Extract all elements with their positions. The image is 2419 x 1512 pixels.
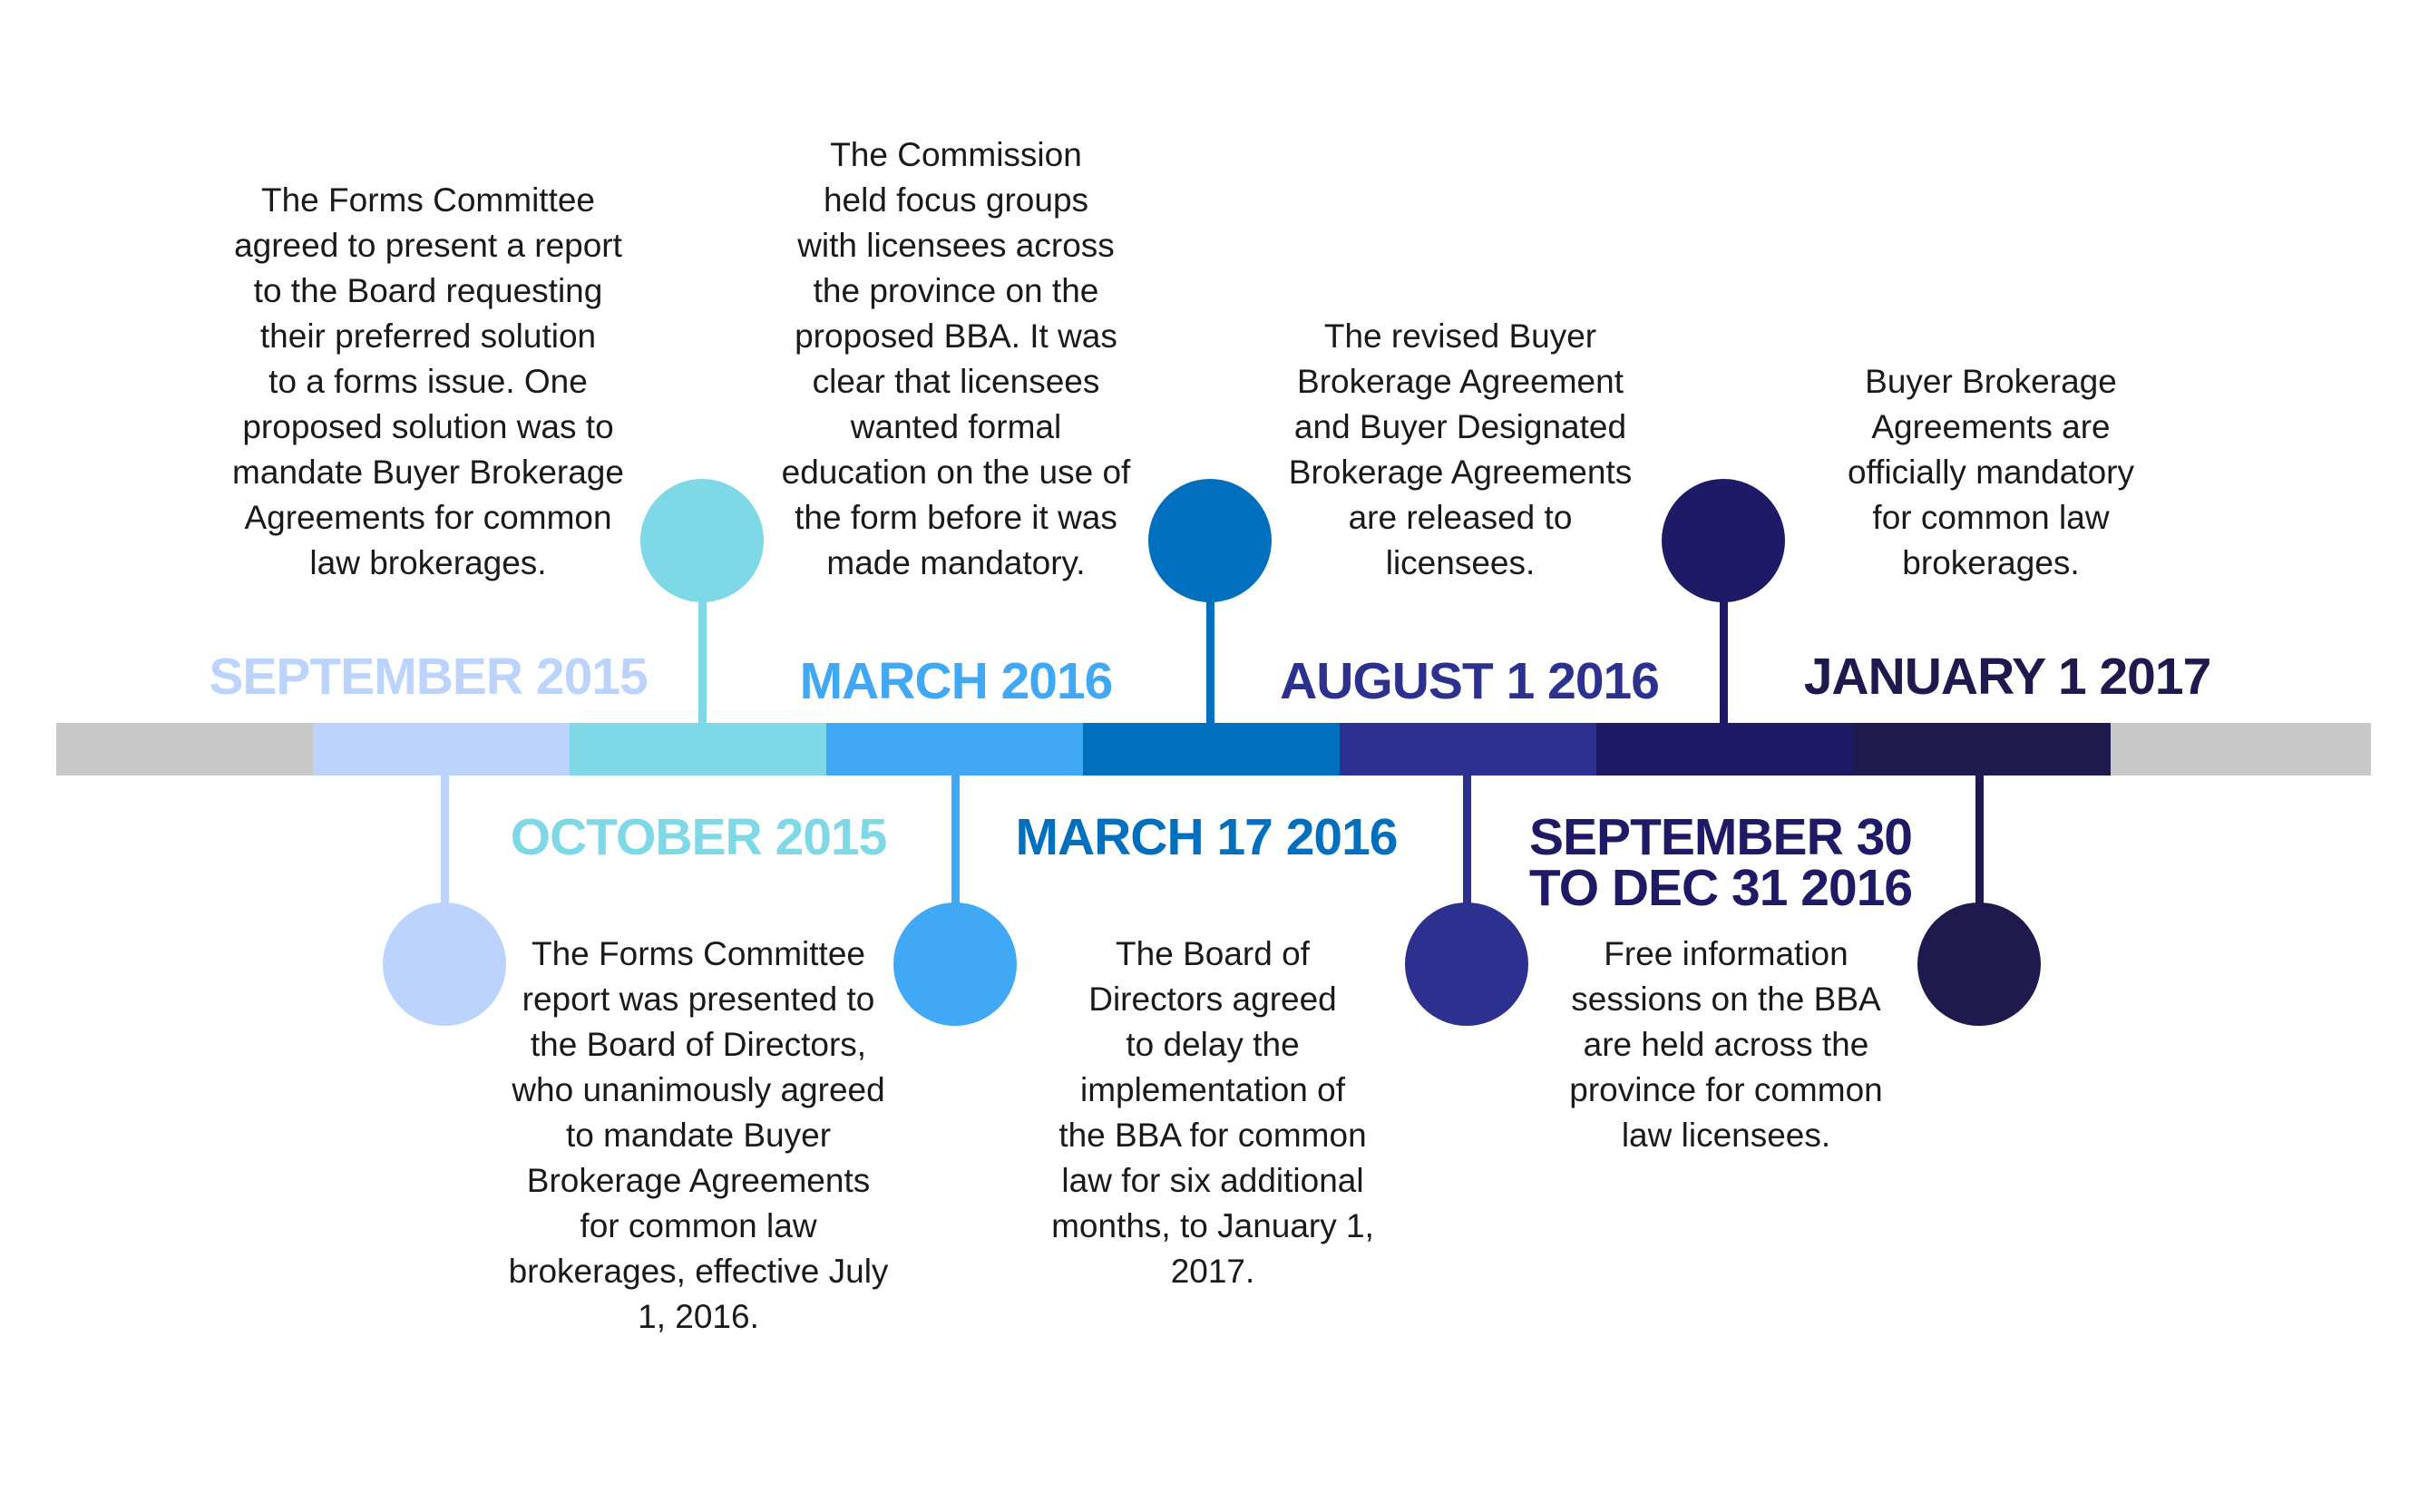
description-line: officially mandatory xyxy=(1847,454,2135,491)
description-line: Brokerage Agreements xyxy=(1288,454,1633,491)
description-line: the province on the xyxy=(813,272,1099,309)
description-line: for common law xyxy=(580,1207,817,1244)
description-line: province for common xyxy=(1569,1071,1883,1108)
milestone-description xyxy=(232,178,624,586)
description-line: Directors agreed xyxy=(1088,980,1337,1018)
description-line: the Board of Directors, xyxy=(530,1026,867,1063)
milestone-date: OCTOBER 2015 xyxy=(510,808,887,866)
milestone-description xyxy=(782,132,1131,586)
description-line: clear that licensees xyxy=(812,363,1100,400)
description-line: their preferred solution xyxy=(259,317,597,355)
description-line: implementation of xyxy=(1079,1071,1346,1108)
description-line: 1, 2016. xyxy=(638,1298,759,1335)
description-line: mandate Buyer Brokerage xyxy=(232,454,624,491)
description-line: agreed to present a report xyxy=(234,227,622,264)
milestone-date: AUGUST 1 2016 xyxy=(1280,652,1659,710)
description-line: Free information xyxy=(1604,935,1848,972)
milestone-connector xyxy=(1463,776,1471,907)
description-line: Brokerage Agreements xyxy=(526,1162,871,1199)
milestone-marker xyxy=(383,902,506,1026)
milestone-connector xyxy=(951,776,960,907)
milestone-description xyxy=(1569,932,1882,1158)
description-line: law for six additional xyxy=(1061,1162,1364,1199)
milestone-description xyxy=(1848,359,2134,586)
milestone-description xyxy=(1289,314,1632,586)
description-line: law licensees. xyxy=(1621,1117,1831,1154)
milestone-connector xyxy=(1975,776,1984,907)
milestone-connector xyxy=(698,599,707,723)
description-line: report was presented to xyxy=(522,980,875,1018)
description-line: 2017. xyxy=(1170,1253,1255,1290)
description-line: law brokerages. xyxy=(309,544,547,581)
description-line: licensees. xyxy=(1385,544,1536,581)
milestone-description xyxy=(1051,932,1374,1294)
description-line: education on the use of xyxy=(781,454,1131,491)
description-line: Agreements are xyxy=(1871,408,2111,445)
milestone-date: JANUARY 1 2017 xyxy=(1803,648,2211,706)
description-line: wanted formal xyxy=(850,408,1062,445)
milestone-date: MARCH 2016 xyxy=(799,652,1113,710)
milestone-connector xyxy=(1720,599,1728,723)
description-line: proposed solution was to xyxy=(242,408,614,445)
description-line: The Commission xyxy=(830,136,1082,173)
description-line: Agreements for common xyxy=(244,499,612,536)
description-line: to delay the xyxy=(1126,1026,1300,1063)
milestone-date: MARCH 17 2016 xyxy=(1015,808,1398,866)
milestone-connector xyxy=(441,776,449,907)
description-line: The revised Buyer xyxy=(1323,317,1597,355)
timeline-segment xyxy=(313,723,571,776)
description-line: for common law xyxy=(1872,499,2110,536)
description-line: proposed BBA. It was xyxy=(795,317,1117,355)
description-line: brokerages. xyxy=(1902,544,2080,581)
milestone-description xyxy=(509,932,889,1340)
milestone-marker xyxy=(1662,479,1785,602)
description-line: sessions on the BBA xyxy=(1571,980,1881,1018)
timeline-segment xyxy=(570,723,827,776)
milestone-marker xyxy=(893,902,1017,1026)
description-line: months, to January 1, xyxy=(1051,1207,1374,1244)
milestone-date: SEPTEMBER 2015 xyxy=(209,648,648,706)
description-line: The Forms Committee xyxy=(531,935,865,972)
timeline-segment xyxy=(1340,723,1597,776)
timeline-segment xyxy=(826,723,1084,776)
milestone-marker xyxy=(1148,479,1272,602)
description-line: are held across the xyxy=(1583,1026,1869,1063)
description-line: are released to xyxy=(1348,499,1573,536)
description-line: and Buyer Designated xyxy=(1293,408,1627,445)
timeline-segment xyxy=(1853,723,2111,776)
description-line: the form before it was xyxy=(795,499,1117,536)
description-line: to the Board requesting xyxy=(253,272,603,309)
description-line: with licensees across xyxy=(797,227,1115,264)
timeline-segment xyxy=(1083,723,1341,776)
milestone-marker xyxy=(640,479,764,602)
description-line: the BBA for common xyxy=(1058,1117,1367,1154)
milestone-date: SEPTEMBER 30 TO DEC 31 2016 xyxy=(1528,808,1913,917)
description-line: The Forms Committee xyxy=(260,181,596,219)
description-line: The Board of xyxy=(1116,935,1310,972)
description-line: who unanimously agreed xyxy=(512,1071,885,1108)
milestone-marker xyxy=(1405,902,1528,1026)
description-line: Buyer Brokerage xyxy=(1865,363,2117,400)
description-line: Brokerage Agreement xyxy=(1297,363,1624,400)
milestone-connector xyxy=(1206,599,1214,723)
description-line: brokerages, effective July xyxy=(508,1253,889,1290)
description-line: to a forms issue. One xyxy=(268,363,588,400)
timeline-segment xyxy=(1596,723,1854,776)
description-line: held focus groups xyxy=(823,181,1089,219)
description-line: to mandate Buyer xyxy=(565,1117,832,1154)
description-line: made mandatory. xyxy=(826,544,1086,581)
milestone-marker xyxy=(1917,902,2041,1026)
